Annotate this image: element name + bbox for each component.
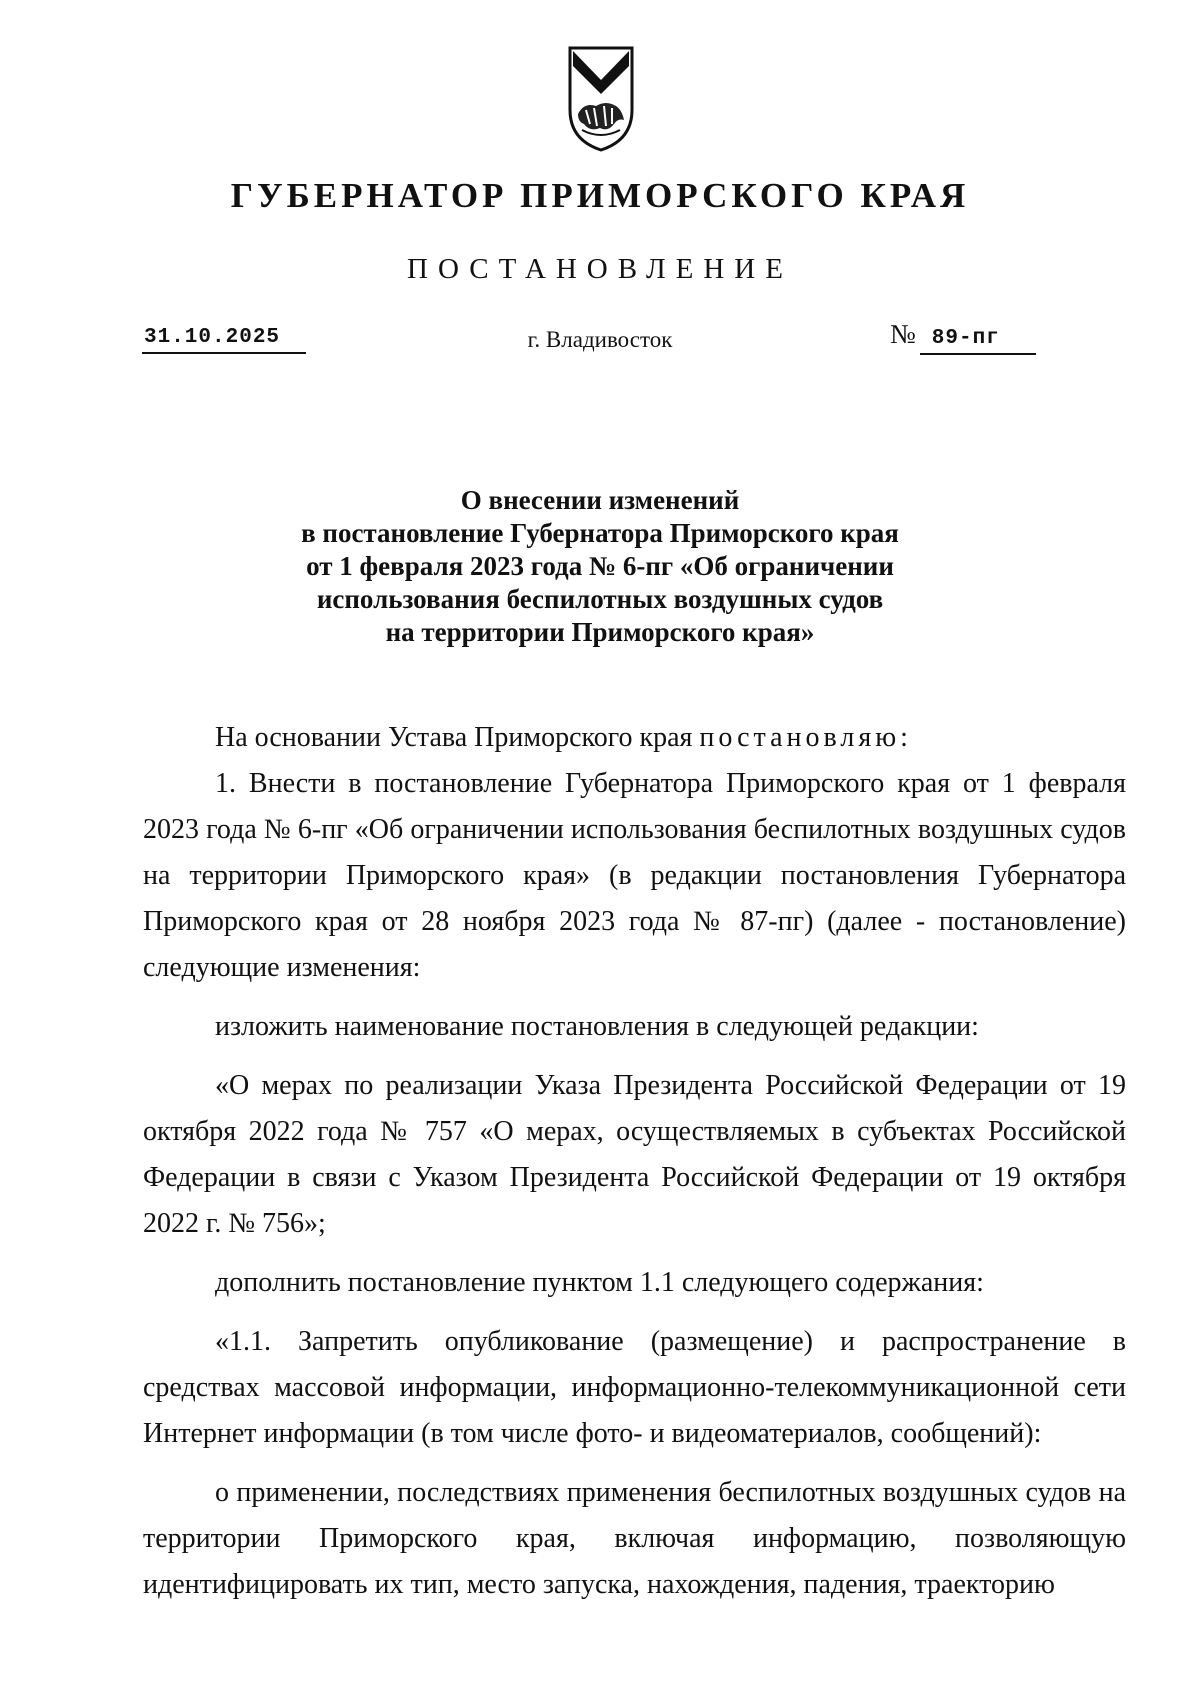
intro-colon: : xyxy=(900,722,908,753)
paragraph-2: изложить наименование постановления в следующей редакции: xyxy=(215,1011,979,1042)
title-line: использования беспилотных воздушных судов xyxy=(316,584,884,614)
paragraph-6: о применении, последствиях применения беспилотных воздушных судов на территории Приморского края, включая информацию, позволяющую идентифицировать их тип, место запуска, нахождения, падения, траекторию xyxy=(143,1477,1126,1600)
title-line: О внесении изменений xyxy=(460,485,740,515)
issue-city: г. Владивосток xyxy=(527,327,673,352)
document-body xyxy=(143,715,1126,1608)
paragraph-3: «О мерах по реализации Указа Президента Российской Федерации от 19 октября 2022 года № 757 «О мерах, осуществляемых в субъектах Российской Федерации в связи с Указом Президента Российской Федерации от 19 октября 2022 г. № 756»; xyxy=(143,1070,1126,1239)
document-number-block xyxy=(890,320,1036,355)
issuing-authority: ГУБЕРНАТОР ПРИМОРСКОГО КРАЯ xyxy=(230,176,970,215)
document-type: ПОСТАНОВЛЕНИЕ xyxy=(407,253,793,285)
intro-text: На основании Устава Приморского края xyxy=(215,722,700,753)
number-sign: № xyxy=(890,319,916,349)
document-title xyxy=(0,484,1200,649)
coat-of-arms-icon xyxy=(564,44,638,154)
title-line: в постановление Губернатора Приморского края xyxy=(301,518,899,548)
document-date: 31.10.2025 xyxy=(142,324,306,354)
paragraph-5: «1.1. Запретить опубликование (размещение) и распространение в средствах массовой информации, информационно-телекоммуникационной сети Интернет информации (в том числе фото- и видеоматериалов, сообщений): xyxy=(143,1326,1126,1449)
paragraph-4: дополнить постановление пунктом 1.1 следующего содержания: xyxy=(215,1267,984,1298)
document-number: 89-пг xyxy=(920,325,1036,355)
title-line: на территории Приморского края» xyxy=(385,617,815,647)
paragraph-1: 1. Внести в постановление Губернатора Приморского края от 1 февраля 2023 года № 6-пг «Об ограничении использования беспилотных воздушных судов на территории Приморского края» (в редакции постановления Губернатора Приморского края от 28 ноября 2023 года № 87-пг) (далее - постановление) следующие изменения: xyxy=(143,768,1126,983)
title-line: от 1 февраля 2023 года № 6-пг «Об ограничении xyxy=(306,551,894,581)
resolution-word: постановляю xyxy=(699,722,901,753)
intro-paragraph xyxy=(143,715,1126,761)
